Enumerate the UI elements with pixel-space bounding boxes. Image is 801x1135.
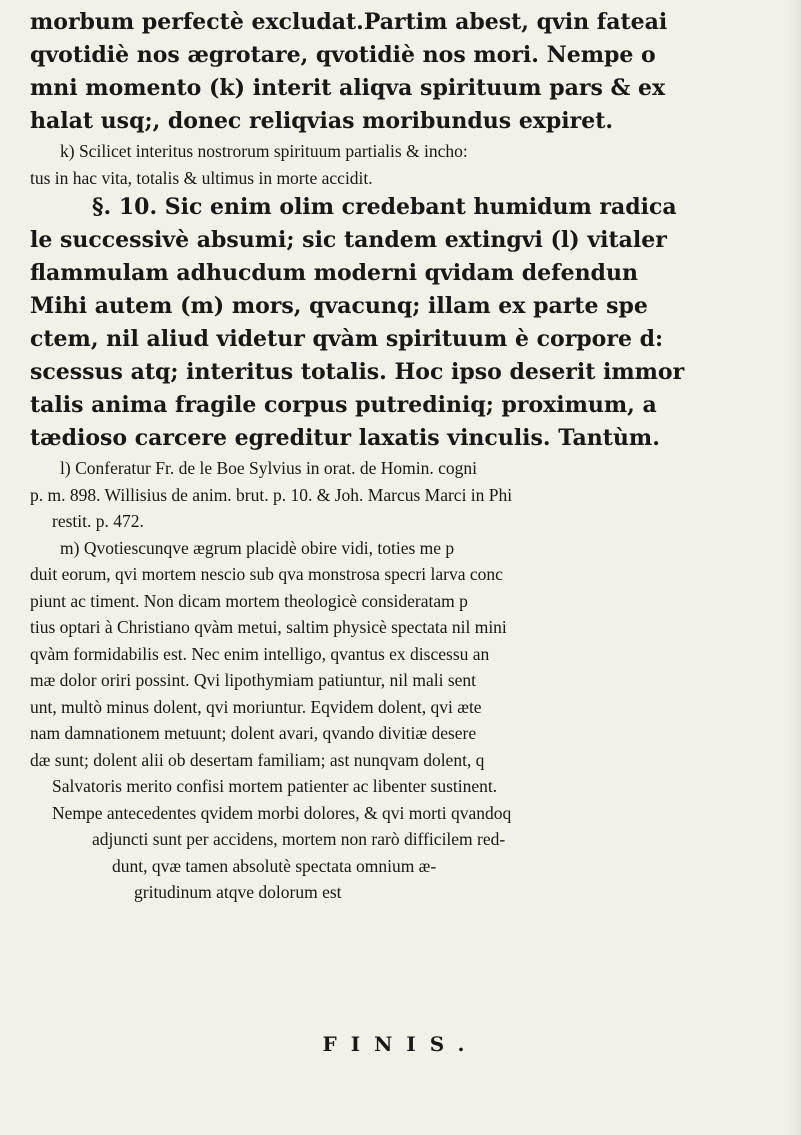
footnote-m-line: dunt, qvæ tamen absolutè spectata omnium æ- — [112, 855, 437, 876]
footnote-k-line: k) Scilicet interitus nostrorum spirituum partialis & incho: — [60, 141, 468, 161]
section-line: tædioso carcere egreditur laxatis vinculis. Tantùm. — [30, 425, 660, 451]
section-line: le successivè absumi; sic tandem extingvi (l) vitaler — [30, 227, 667, 253]
footnote-m-line: Nempe antecedentes qvidem morbi dolores, & qvi morti qvandoq — [52, 802, 512, 823]
footnote-m-line: Salvatoris merito confisi mortem patienter ac libenter sustinent. — [52, 776, 498, 796]
footnote-m-line: mæ dolor oriri possint. Qvi lipothymiam patiuntur, nil mali sent — [30, 670, 477, 690]
main-line: morbum perfectè excludat.Partim abest, qvin fateai — [30, 9, 668, 35]
section-line: talis anima fragile corpus putrediniq; proximum, a — [30, 392, 657, 418]
footnote-m-line: tius optari à Christiano qvàm metui, saltim physicè spectata nil mini — [30, 617, 507, 637]
section-line: ctem, nil aliud videtur qvàm spirituum è corpore d: — [30, 326, 664, 352]
footnote-m-line: gritudinum atqve dolorum est — [134, 882, 342, 902]
footnote-m-line: adjuncti sunt per accidens, mortem non rarò difficilem red- — [92, 829, 506, 849]
main-line: mni momento (k) interit aliqva spirituum pars & ex — [30, 75, 666, 101]
section-line: scessus atq; interitus totalis. Hoc ipso deserit immor — [30, 359, 685, 385]
footnote-m-line: duit eorum, qvi mortem nescio sub qva monstrosa specri larva conc — [30, 564, 503, 584]
footnote-m-line: qvàm formidabilis est. Nec enim intelligo, qvantus ex discessu an — [30, 643, 490, 664]
footnote-m-line: unt, multò minus dolent, qvi moriuntur. Eqvidem dolent, qvi æte — [30, 696, 482, 717]
footnote-m-line: dæ sunt; dolent alii ob desertam familiam; ast nunqvam dolent, q — [30, 749, 485, 770]
footnote-l-line: l) Conferatur Fr. de le Boe Sylvius in orat. de Homin. cogni — [60, 458, 478, 478]
section-line: Mihi autem (m) mors, qvacunq; illam ex parte spe — [30, 293, 648, 319]
finis-colophon: FINIS. — [322, 1032, 479, 1056]
section-heading-line: §. 10. Sic enim olim credebant humidum radica — [92, 194, 677, 220]
footnote-m-line: nam damnationem metuunt; dolent avari, qvando divitiæ desere — [30, 723, 477, 743]
footnote-m-line: piunt ac timent. Non dicam mortem theologicè consideratam p — [30, 590, 468, 611]
footnote-l-line: p. m. 898. Willisius de anim. brut. p. 10. & Joh. Marcus Marci in Phi — [30, 484, 513, 505]
page-text-block — [30, 6, 790, 906]
footnote-k-line: tus in hac vita, totalis & ultimus in morte accidit. — [30, 167, 373, 188]
main-line: halat usq;, donec reliqvias moribundus expiret. — [30, 108, 614, 134]
footnote-l-line: restit. p. 472. — [52, 511, 144, 531]
section-line: flammulam adhucdum moderni qvidam defendun — [30, 260, 638, 286]
main-line: qvotidiè nos ægrotare, qvotidiè nos mori. Nempe o — [30, 42, 656, 68]
footnote-m-line: m) Qvotiescunqve ægrum placidè obire vidi, toties me p — [60, 537, 455, 558]
